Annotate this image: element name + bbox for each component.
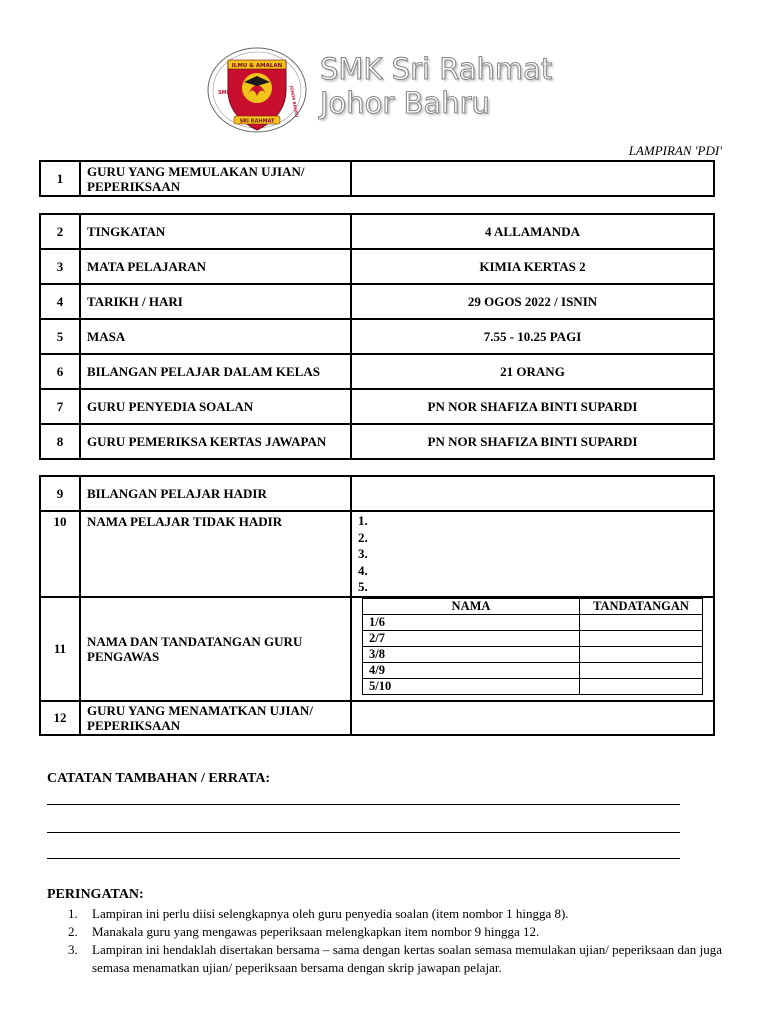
row-number: 1 <box>40 161 80 196</box>
row-number: 7 <box>40 389 80 424</box>
school-crest-logo <box>206 46 308 134</box>
school-name-line2: Johor Bahru <box>320 86 490 120</box>
item-number: 3. <box>68 942 78 957</box>
row-number: 9 <box>40 476 80 511</box>
item-text: Manakala guru yang mengawas peperiksaan melengkapkan item nombor 9 hingga 12. <box>92 924 540 939</box>
svg-text:SRI RAHMAT: SRI RAHMAT <box>239 118 275 125</box>
signature-cell[interactable] <box>580 614 703 630</box>
list-item: 5. <box>358 579 368 594</box>
row-label: GURU PENYEDIA SOALAN <box>80 389 351 424</box>
row-value: 21 ORANG <box>351 354 714 389</box>
lampiran-label: LAMPIRAN 'PDI' <box>628 143 722 158</box>
row-number: 2 <box>40 214 80 249</box>
row-label: GURU YANG MEMULAKAN UJIAN/ PEPERIKSAAN <box>80 161 351 196</box>
row-number: 10 <box>40 511 80 597</box>
row-value: 4 ALLAMANDA <box>351 214 714 249</box>
absent-students-list[interactable] <box>351 511 714 597</box>
row-number: 11 <box>40 597 80 701</box>
form-row-12 <box>40 701 714 735</box>
list-item: 2. <box>358 529 368 545</box>
row-value: PN NOR SHAFIZA BINTI SUPARDI <box>351 389 714 424</box>
row-number: 5 <box>40 319 80 354</box>
row-number: 6 <box>40 354 80 389</box>
row-number: 12 <box>40 701 80 735</box>
invigilator-name-cell[interactable]: 3/8 <box>363 646 580 662</box>
row-label: NAMA DAN TANDATANGAN GURU PENGAWAS <box>80 597 351 701</box>
form-row-8 <box>40 424 714 459</box>
item-number: 2. <box>68 924 78 939</box>
form-row-3 <box>40 249 714 284</box>
row-value-field[interactable] <box>351 701 714 735</box>
row-label: TARIKH / HARI <box>80 284 351 319</box>
errata-line-2[interactable] <box>47 832 680 833</box>
catatan-heading: CATATAN TAMBAHAN / ERRATA: <box>47 771 271 786</box>
row-value-field[interactable] <box>351 161 714 196</box>
column-header-tandatangan: TANDATANGAN <box>580 598 703 614</box>
school-name-line1: SMK Sri Rahmat <box>320 52 553 86</box>
signature-cell[interactable] <box>580 630 703 646</box>
svg-text:ILMU & AMALAN: ILMU & AMALAN <box>231 63 283 69</box>
item-text: Lampiran ini hendaklah disertakan bersama – sama dengan kertas soalan semasa memulakan ujian/ peperiksaan dan juga semasa menamatkan ujian/ peperiksaan bersama dengan skrip jawapan pelajar. <box>92 942 722 975</box>
form-table-section2 <box>39 213 715 460</box>
item-number: 1. <box>68 906 78 921</box>
invigilator-header-row <box>363 598 703 614</box>
signature-cell[interactable] <box>580 646 703 662</box>
form-row-6 <box>40 354 714 389</box>
table-row <box>363 662 703 678</box>
row-label: GURU PEMERIKSA KERTAS JAWAPAN <box>80 424 351 459</box>
form-row-9 <box>40 476 714 511</box>
form-row-11 <box>40 597 714 701</box>
signature-cell[interactable] <box>580 678 703 694</box>
errata-line-3[interactable] <box>47 858 680 859</box>
list-item: 4. <box>358 562 368 578</box>
invigilator-name-cell[interactable]: 4/9 <box>363 662 580 678</box>
list-item: 3. <box>358 546 368 561</box>
list-item <box>68 941 722 977</box>
page-header <box>0 0 768 140</box>
row-label: BILANGAN PELAJAR DALAM KELAS <box>80 354 351 389</box>
form-row-5 <box>40 319 714 354</box>
row-label: TINGKATAN <box>80 214 351 249</box>
column-header-nama: NAMA <box>363 598 580 614</box>
row-number: 4 <box>40 284 80 319</box>
svg-text:JOHOR BAHRU: JOHOR BAHRU <box>289 85 300 118</box>
school-name <box>320 52 552 120</box>
svg-text:SMK: SMK <box>218 90 231 96</box>
row-value: 29 OGOS 2022 / ISNIN <box>351 284 714 319</box>
row-label: BILANGAN PELAJAR HADIR <box>80 476 351 511</box>
errata-line-1[interactable] <box>47 804 680 805</box>
item-text: Lampiran ini perlu diisi selengkapnya oleh guru penyedia soalan (item nombor 1 hingga 8). <box>92 906 569 921</box>
form-row-2 <box>40 214 714 249</box>
list-item: 1. <box>358 513 368 528</box>
table-row <box>363 614 703 630</box>
row-value-field[interactable] <box>351 476 714 511</box>
form-row-10 <box>40 511 714 597</box>
form-table-section1 <box>39 160 715 197</box>
invigilator-name-cell[interactable]: 5/10 <box>363 678 580 694</box>
row-value: KIMIA KERTAS 2 <box>351 249 714 284</box>
invigilator-name-cell[interactable]: 2/7 <box>363 630 580 646</box>
invigilator-table <box>362 598 703 695</box>
invigilator-name-cell[interactable]: 1/6 <box>363 614 580 630</box>
form-row-4 <box>40 284 714 319</box>
peringatan-list <box>68 905 722 977</box>
row-number: 8 <box>40 424 80 459</box>
row-label: NAMA PELAJAR TIDAK HADIR <box>80 511 351 597</box>
invigilator-cell <box>351 597 714 701</box>
row-label: MATA PELAJARAN <box>80 249 351 284</box>
list-item <box>68 923 722 941</box>
row-value: 7.55 - 10.25 PAGI <box>351 319 714 354</box>
form-row-1 <box>40 161 714 196</box>
row-label: GURU YANG MENAMATKAN UJIAN/ PEPERIKSAAN <box>80 701 351 735</box>
table-row <box>363 678 703 694</box>
table-row <box>363 646 703 662</box>
row-label: MASA <box>80 319 351 354</box>
row-number: 3 <box>40 249 80 284</box>
form-row-7 <box>40 389 714 424</box>
list-item <box>68 905 722 923</box>
table-row <box>363 630 703 646</box>
row-value: PN NOR SHAFIZA BINTI SUPARDI <box>351 424 714 459</box>
peringatan-heading: PERINGATAN: <box>47 887 144 902</box>
signature-cell[interactable] <box>580 662 703 678</box>
form-table-section3 <box>39 475 715 736</box>
